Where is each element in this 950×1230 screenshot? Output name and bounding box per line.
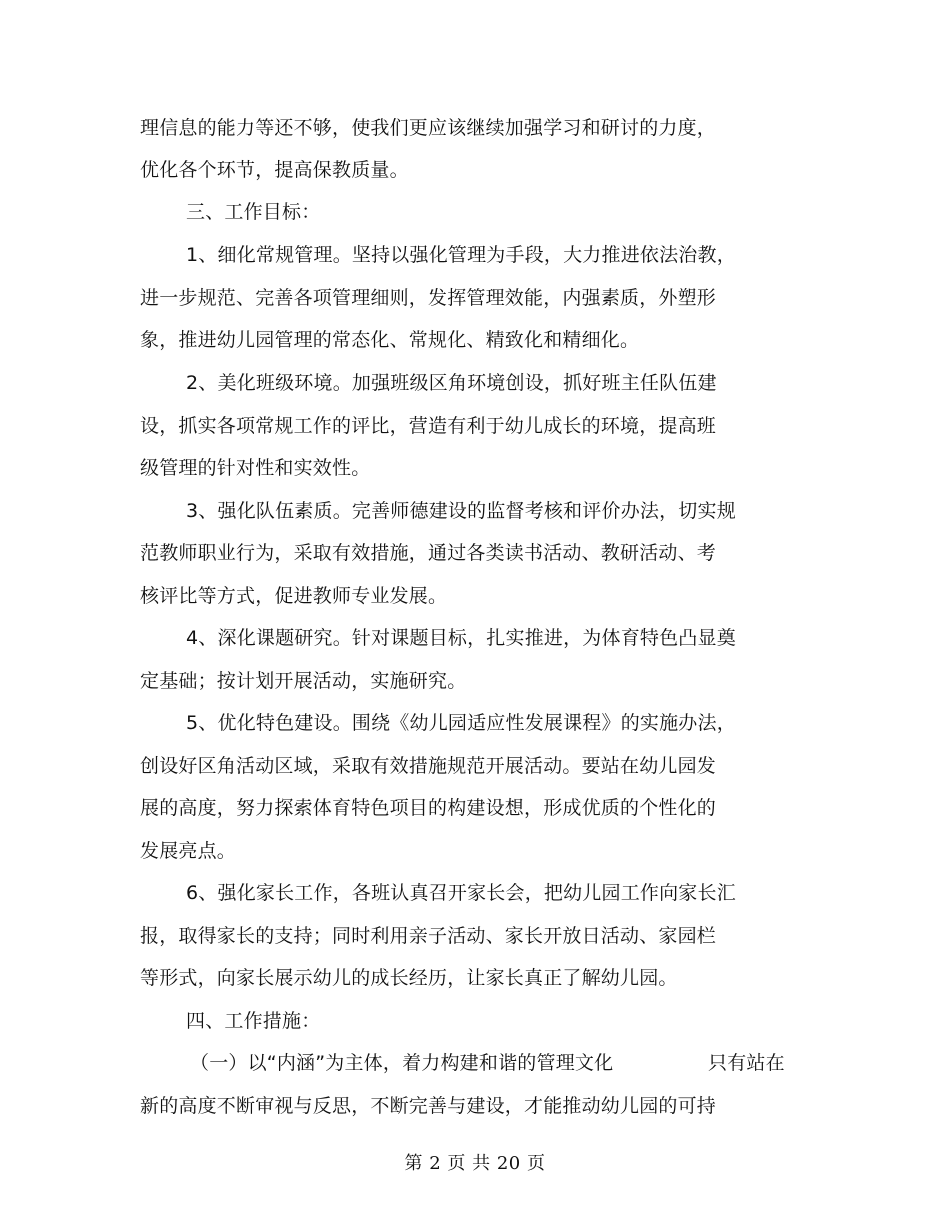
text-line: 展的高度，努力探索体育特色项目的构建设想，形成优质的个性化的 <box>140 797 717 819</box>
text-line: 4、深化课题研究。针对课题目标，扎实推进，为体育特色凸显奠 <box>186 627 736 649</box>
section-heading: 四、工作措施： <box>186 1010 321 1032</box>
text-line: 级管理的针对性和实效性。 <box>140 457 371 479</box>
text-line: 象，推进幼儿园管理的常态化、常规化、精致化和精细化。 <box>140 329 640 351</box>
page-number-footer: 第 2 页 共 20 页 <box>404 1153 546 1174</box>
text-line: 进一步规范、完善各项管理细则，发挥管理效能，内强素质，外塑形 <box>140 287 717 309</box>
text-line: 设，抓实各项常规工作的评比，营造有利于幼儿成长的环境，提高班 <box>140 415 717 437</box>
text-line: 理信息的能力等还不够，使我们更应该继续加强学习和研讨的力度， <box>140 117 717 139</box>
section-heading: 三、工作目标： <box>186 201 321 223</box>
text-line: 3、强化队伍素质。完善师德建设的监督考核和评价办法，切实规 <box>186 500 736 522</box>
text-line: 报，取得家长的支持；同时利用亲子活动、家长开放日活动、家园栏 <box>140 925 717 947</box>
text-line: 只有站在 <box>708 1052 785 1074</box>
text-line: 发展亮点。 <box>140 840 237 862</box>
text-line: 1、细化常规管理。坚持以强化管理为手段，大力推进依法治教， <box>186 244 736 266</box>
subsection-heading: （一）以“内涵”为主体，着力构建和谐的管理文化 <box>190 1052 614 1074</box>
text-line: 创设好区角活动区域，采取有效措施规范开展活动。要站在幼儿园发 <box>140 755 717 777</box>
text-line: 5、优化特色建设。围绕《幼儿园适应性发展课程》的实施办法， <box>186 712 736 734</box>
text-line: 核评比等方式，促进教师专业发展。 <box>140 585 448 607</box>
text-line: 6、强化家长工作，各班认真召开家长会，把幼儿园工作向家长汇 <box>186 882 736 904</box>
text-line: 定基础；按计划开展活动，实施研究。 <box>140 670 467 692</box>
text-line: 新的高度不断审视与反思，不断完善与建设，才能推动幼儿园的可持 <box>140 1095 717 1117</box>
text-line: 2、美化班级环境。加强班级区角环境创设，抓好班主任队伍建 <box>186 372 717 394</box>
text-line: 范教师职业行为，采取有效措施，通过各类读书活动、教研活动、考 <box>140 542 717 564</box>
text-line: 优化各个环节，提高保教质量。 <box>140 159 409 181</box>
text-line: 等形式，向家长展示幼儿的成长经历，让家长真正了解幼儿园。 <box>140 967 678 989</box>
